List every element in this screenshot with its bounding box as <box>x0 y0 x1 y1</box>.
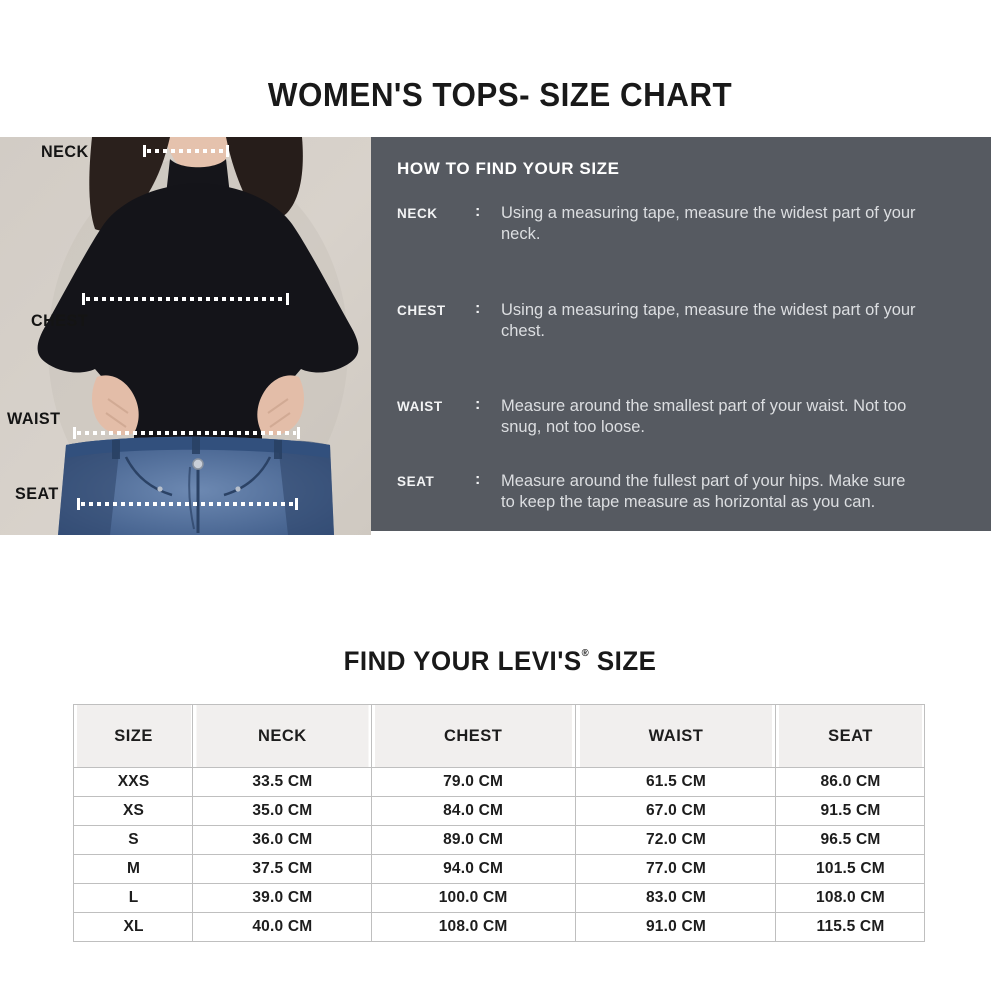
guide-item-waist <box>397 396 921 438</box>
guide-item-text: Measure around the fullest part of your hips. Make sure to keep the tape measure as horizontal as you can. <box>501 472 906 511</box>
table-cell: 61.5 CM <box>579 768 773 797</box>
seat-measure-line <box>77 498 298 510</box>
guide-item-text: Using a measuring tape, measure the widest part of your neck. <box>501 204 916 243</box>
registered-mark: ® <box>581 648 590 659</box>
table-cell: 37.5 CM <box>195 855 368 884</box>
table-cell: 108.0 CM <box>778 884 922 913</box>
size-table <box>73 704 925 942</box>
guide-item-label: WAIST <box>397 399 443 414</box>
table-cell: 108.0 CM <box>374 913 572 942</box>
column-header-size: SIZE <box>75 705 191 768</box>
guide-item-text: Measure around the smallest part of your waist. Not too snug, not too loose. <box>501 397 907 436</box>
chest-measure-line <box>82 293 289 305</box>
table-cell: L <box>75 884 191 913</box>
table-cell: 101.5 CM <box>778 855 922 884</box>
model-photo <box>0 137 371 535</box>
table-cell: XL <box>75 913 191 942</box>
table-cell: XS <box>75 797 191 826</box>
guide-item-text: Using a measuring tape, measure the widest part of your chest. <box>501 301 916 340</box>
finder-heading <box>20 646 980 677</box>
table-cell: 33.5 CM <box>195 768 368 797</box>
table-row-s <box>74 826 925 855</box>
table-cell: M <box>75 855 191 884</box>
table-cell: 96.5 CM <box>778 826 922 855</box>
guide-item-label: NECK <box>397 206 438 221</box>
guide-item-colon: : <box>475 471 481 488</box>
finder-heading-tail: SIZE <box>589 646 657 676</box>
column-header-neck: NECK <box>195 705 368 768</box>
guide-item-label: CHEST <box>397 303 446 318</box>
waist-measure-line <box>73 427 300 439</box>
seat-body-label: SEAT <box>15 484 59 503</box>
table-cell: 77.0 CM <box>579 855 773 884</box>
table-cell: 35.0 CM <box>195 797 368 826</box>
waist-body-label: WAIST <box>7 409 61 428</box>
table-cell: S <box>75 826 191 855</box>
table-cell: 86.0 CM <box>778 768 922 797</box>
guide-item-label: SEAT <box>397 474 435 489</box>
table-cell: 72.0 CM <box>579 826 773 855</box>
table-cell: 79.0 CM <box>374 768 572 797</box>
chest-body-label: CHEST <box>31 311 89 330</box>
neck-body-label: NECK <box>41 142 89 161</box>
page-title: WOMEN'S TOPS- SIZE CHART <box>267 76 733 113</box>
table-row-xs <box>74 797 925 826</box>
neck-measure-line <box>143 145 229 157</box>
column-header-waist: WAIST <box>579 705 773 768</box>
table-cell: 40.0 CM <box>195 913 368 942</box>
table-cell: 67.0 CM <box>579 797 773 826</box>
table-cell: 84.0 CM <box>374 797 572 826</box>
guide-item-neck <box>397 203 921 245</box>
table-row-l <box>74 884 925 913</box>
finder-heading-main: FIND YOUR LEVI'S <box>343 646 582 676</box>
table-cell: 91.0 CM <box>579 913 773 942</box>
column-header-chest: CHEST <box>374 705 572 768</box>
how-to-panel <box>371 137 991 531</box>
table-cell: 39.0 CM <box>195 884 368 913</box>
how-to-heading: HOW TO FIND YOUR SIZE <box>397 159 620 178</box>
table-cell: 100.0 CM <box>374 884 572 913</box>
table-cell: 83.0 CM <box>579 884 773 913</box>
table-cell: 89.0 CM <box>374 826 572 855</box>
guide-item-colon: : <box>475 203 481 220</box>
guide-item-colon: : <box>475 396 481 413</box>
guide-item-colon: : <box>475 300 481 317</box>
table-cell: 94.0 CM <box>374 855 572 884</box>
guide-item-seat <box>397 471 921 513</box>
table-cell: XXS <box>75 768 191 797</box>
table-row-m <box>74 855 925 884</box>
table-header-row <box>74 705 925 768</box>
table-cell: 36.0 CM <box>195 826 368 855</box>
column-header-seat: SEAT <box>778 705 922 768</box>
hero-section <box>0 137 1000 535</box>
guide-item-chest <box>397 300 921 342</box>
table-row-xl <box>74 913 925 942</box>
table-cell: 91.5 CM <box>778 797 922 826</box>
table-row-xxs <box>74 768 925 797</box>
table-cell: 115.5 CM <box>778 913 922 942</box>
model-illustration <box>0 137 371 535</box>
